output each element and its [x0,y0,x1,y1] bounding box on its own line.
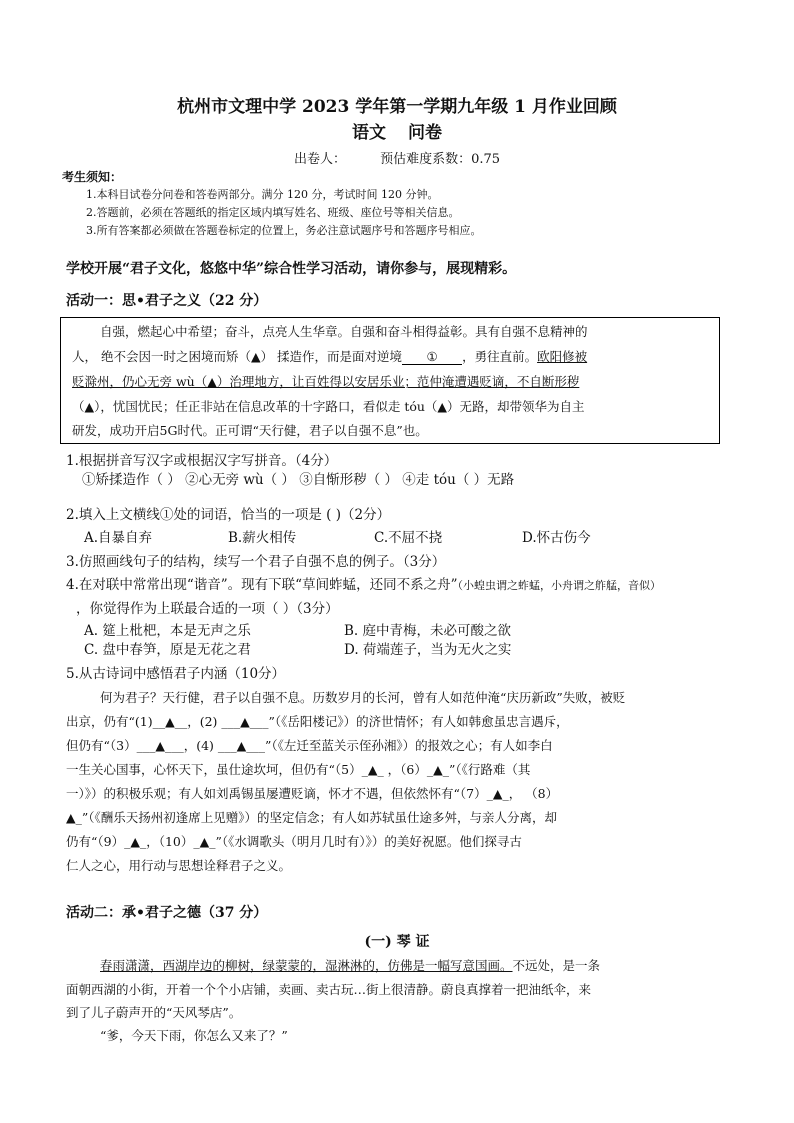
q5-para-line: ▲_”（《酬乐天扬州初逢席上见赠》）的坚定信念；有人如苏轼虽仕途多舛，与亲人分离，却 [66,810,558,825]
q2-option-c: C.不屈不挠 [374,530,443,546]
story-para-line [100,956,600,974]
question-3: 3.仿照画线句子的结构，续写一个君子自强不息的例子。（3分） [66,554,446,570]
question-1: 1.根据拼音写汉字或根据汉字写拼音。（4分） [66,453,338,469]
notice-heading: 考生须知： [62,170,123,184]
paper-type-label: 问卷 [407,123,442,143]
difficulty-label: 预估难度系数：0.75 [380,152,501,167]
question-5: 5.从古诗词中感悟君子内涵（10分） [66,666,286,682]
notice-item: 2.答题前，必须在答题纸的指定区域内填写姓名、班级、座位号等相关信息。 [86,206,460,219]
author-line [0,148,794,167]
q4-option-b: B. 庭中青梅，未必可酸之欲 [344,623,512,639]
story-line-tail: 不远处，是一条 [512,958,601,973]
q4-option-d: D. 荷端莲子，当为无火之实 [344,642,512,658]
q5-para-line: 何为君子？天行健，君子以自强不息。历数岁月的长河，曾有人如范仲淹“庆历新政”失败，被贬 [100,690,626,705]
q5-para-line: 但仍有“（3）___▲___，(4) ___▲___”（《左迁至蓝关示侄孙湘》）的报效之心；有人如李白 [66,738,553,753]
q2-option-a: A.自暴自弃 [84,530,153,546]
question-4 [66,573,661,593]
q5-para-line: 出京，仍有“(1)__▲__，(2) ___▲___”（《岳阳楼记》）的济世情怀；有人如韩愈虽忠言遇斥， [66,714,569,729]
q4-option-c: C. 盘中春笋，原是无花之君 [84,642,251,658]
q4-option-a: A. 筵上枇杷，本是无声之乐 [84,623,251,639]
passage-line: （▲），忧国忧民；任正非站在信息改革的十字路口，看似走 tóu（▲）无路，却带领华为自主 [72,399,585,414]
author-label: 出卷人： [293,152,346,167]
question-1-items: ①矫揉造作（ ） ②心无旁 wù（ ） ③自惭形秽（ ） ④走 tóu（ ）无路 [82,472,515,488]
q2-option-d: D.怀古伤今 [522,530,591,546]
passage-line: 研发，成功开启5G时代。正可谓“天行健，君子以自强不息”也。 [72,423,428,438]
blank-1: ① [402,349,462,365]
passage-line: 自强，燃起心中希望；奋斗，点亮人生华章。自强和奋斗相得益彰。具有自强不息精神的 [100,324,588,339]
exam-title: 杭州市文理中学 2023 学年第一学期九年级 1 月作业回顾 [177,97,617,117]
story-para-line: 面朝西湖的小街，开着一个个小店铺，卖画、卖古玩…街上很清静。蔚良真撑着一把油纸伞，来 [66,982,592,997]
underlined-example: 欧阳修被 [537,349,588,364]
q5-para-line: 一生关心国事，心怀天下，虽仕途坎坷，但仍有“（5）_▲_ ，（6）_▲_”（《行路难（其 [66,762,531,777]
notice-item: 1.本科目试卷分问卷和答卷两部分。满分 120 分，考试时间 120 分钟。 [86,188,439,201]
notice-item: 3.所有答案都必须做在答题卷标定的位置上，务必注意试题序号和答题序号相应。 [86,224,482,237]
q4-line2: ，你觉得作为上联最合适的一项（ ）（3分） [76,601,339,617]
q5-para-line: 一）》）的积极乐观；有人如刘禹锡虽屡遭贬谪，怀才不遇，但依然怀有“（7）_▲_， （8） [66,786,559,801]
section-title: (一) 琴 证 [364,934,430,950]
passage-line-text: 人， 绝不会因一时之困境而矫（▲） 揉造作，而是面对逆境 [72,349,403,364]
story-underlined: 春雨潇潇，西湖岸边的柳树，绿蒙蒙的，湿淋淋的，仿佛是一幅写意国画。 [100,958,513,973]
activity2-heading: 活动二：承•君子之德（37 分） [66,905,268,921]
question-2: 2.填入上文横线①处的词语，恰当的一项是 ( )（2分） [66,507,391,523]
passage-line-tail: ，勇往直前。 [462,349,538,364]
passage-line-underlined: 贬滁州，仍心无旁 wù（▲）治理地方，让百姓得以安居乐业；范仲淹遭遇贬谪，不自断形秽 [72,374,580,389]
exam-subject-line [0,118,794,143]
subject-label: 语文 [352,123,387,143]
q5-para-line: 仍有“（9）_▲_，（10）_▲_”（《水调歌头（明月几时有）》）的美好祝愿。他们探寻古 [66,834,522,849]
activity-intro: 学校开展“君子文化，悠悠中华”综合性学习活动，请你参与，展现精彩。 [66,261,517,277]
activity1-heading: 活动一：思•君子之义（22 分） [66,293,268,309]
q2-option-b: B.薪火相传 [228,530,297,546]
q5-para-line: 仁人之心，用行动与思想诠释君子之义。 [66,858,292,873]
q4-text: 4.在对联中常常出现“谐音”。现有下联“草间蚱蜢，还同不系之舟” [66,577,458,593]
story-para-line: “爹，今天下雨，你怎么又来了？” [100,1028,288,1043]
q4-note: （小蝗虫谓之蚱蜢，小舟谓之舴艋，音似） [457,579,661,592]
story-para-line: 到了儿子蔚声开的“天风琴店”。 [66,1005,242,1020]
passage-line [72,347,587,365]
